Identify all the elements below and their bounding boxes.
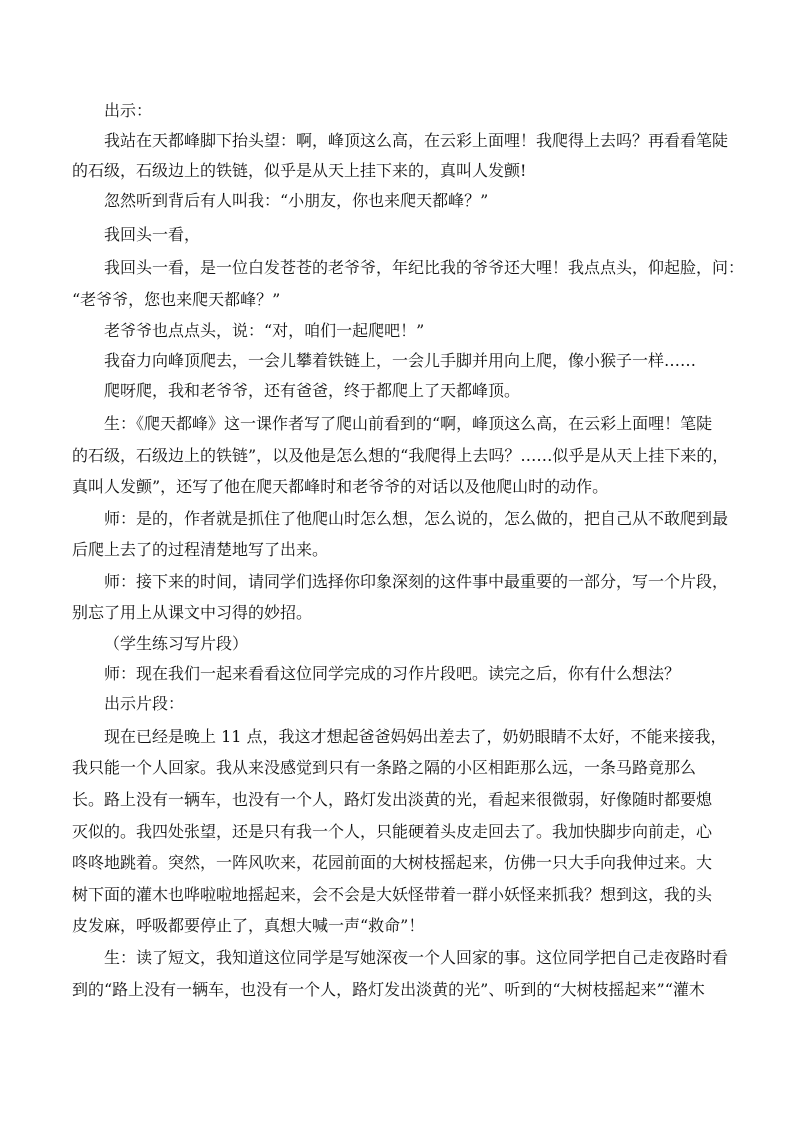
text-line: 忽然听到背后有人叫我：“小朋友，你也来爬天都峰？” (104, 191, 489, 210)
text-line: 师：是的，作者就是抓住了他爬山时怎么想，怎么说的，怎么做的，把自己从不敢爬到最 (104, 509, 729, 528)
text-line: 真叫人发颤”，还写了他在爬天都峰时和老爷爷的对话以及他爬山时的动作。 (72, 477, 609, 496)
text-line: 长。路上没有一辆车，也没有一个人，路灯发出淡黄的光，看起来很微弱，好像随时都要熄 (72, 790, 713, 809)
text-line: 生：《爬天都峰》这一课作者写了爬山前看到的“啊，峰顶这么高，在云彩上面哩！笔陡 (104, 414, 713, 433)
text-line: 我回头一看，是一位白发苍苍的老爷爷，年纪比我的爷爷还大哩！我点点头，仰起脸，问： (104, 258, 745, 277)
text-line: 皮发麻，呼吸都要停止了，真想大喊一声“救命”！ (72, 916, 425, 935)
text-line: 咚咚地跳着。突然，一阵风吹来，花园前面的大树枝摇起来，仿佛一只大手向我伸过来。大 (72, 853, 713, 872)
text-line: 师：接下来的时间，请同学们选择你印象深刻的这件事中最重要的一部分，写一个片段， (104, 572, 729, 591)
text-line: （学生练习写片段） (104, 634, 249, 653)
text-line: 我只能一个人回家。我从来没感觉到只有一条路之隔的小区相距那么远，一条马路竟那么 (72, 758, 697, 777)
text-line: 出示： (104, 101, 153, 120)
text-line: 现在已经是晚上 11 点，我这才想起爸爸妈妈出差去了，奶奶眼睛不太好，不能来接我， (104, 727, 727, 746)
text-line: 的石级，石级边上的铁链”，以及他是怎么想的“我爬得上去吗？……似乎是从天上挂下来的， (72, 446, 729, 465)
text-line: 师：现在我们一起来看看这位同学完成的习作片段吧。读完之后，你有什么想法？ (104, 664, 681, 683)
text-line: 树下面的灌木也哗啦啦地摇起来，会不会是大妖怪带着一群小妖怪来抓我？想到这，我的头 (72, 885, 713, 904)
text-line: 灭似的。我四处张望，还是只有我一个人，只能硬着头皮走回去了。我加快脚步向前走，心 (72, 822, 713, 841)
text-line: 我奋力向峰顶爬去，一会儿攀着铁链上，一会儿手脚并用向上爬，像小猴子一样…… (104, 351, 697, 370)
text-line: 的石级，石级边上的铁链，似乎是从天上挂下来的，真叫人发颤! (72, 161, 527, 180)
text-line: 我站在天都峰脚下抬头望：啊，峰顶这么高，在云彩上面哩！我爬得上去吗？再看看笔陡 (104, 131, 729, 150)
text-line: 我回头一看， (104, 225, 201, 244)
text-line: “老爷爷，您也来爬天都峰？” (72, 290, 281, 309)
text-line: 爬呀爬，我和老爷爷，还有爸爸，终于都爬上了天都峰顶。 (104, 381, 521, 400)
text-line: 别忘了用上从课文中习得的妙招。 (72, 603, 313, 622)
text-line: 出示片段： (104, 694, 185, 713)
text-line: 老爷爷也点点头，说：“对，咱们一起爬吧！” (104, 321, 425, 340)
text-line: 到的“路上没有一辆车，也没有一个人，路灯发出淡黄的光”、听到的“大树枝摇起来”“灌木 (72, 980, 705, 999)
text-line: 后爬上去了的过程清楚地写了出来。 (72, 540, 329, 559)
text-line: 生：读了短文，我知道这位同学是写她深夜一个人回家的事。这位同学把自己走夜路时看 (104, 948, 729, 967)
